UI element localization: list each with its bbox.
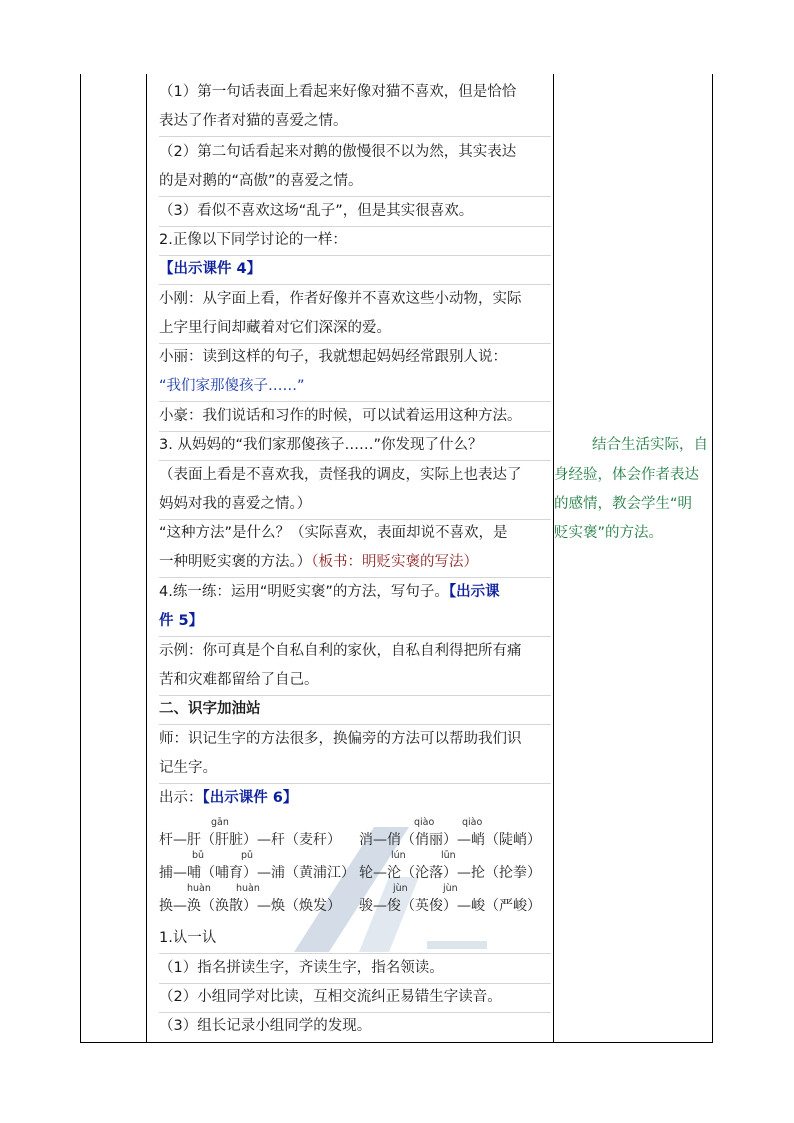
side-note-line: 身经验，体会作者表达 [554,467,699,483]
pinyin: jùn [393,883,408,894]
char-group: 消—俏（俏丽）—峭（陡峭） [359,832,541,848]
pinyin: jùn [443,883,458,894]
text-line: 上字里行间却藏着对它们深深的爱。 [159,314,551,344]
section-heading: 二、识字加油站 [159,695,551,725]
table-border-bottom [80,1042,713,1043]
text-line: （2）第二句话看起来对鹅的傲慢很不以为然，其实表达 [159,144,517,160]
text-line: 记生字。 [159,754,551,784]
text-line: （2）小组同学对比读，互相交流纠正易错生字读音。 [159,983,551,1013]
text-line: 小豪：我们说话和习作的时候，可以试着运用这种方法。 [159,402,551,432]
text-line: 的是对鹅的“高傲”的喜爱之情。 [159,167,551,197]
pinyin: qiào [462,817,483,828]
text-line: 示例：你可真是个自私自利的家伙，自私自利得把所有痛 [159,643,522,659]
text-span: 4.练一练：运用“明贬实褒”的方法，写句子。 [159,584,449,600]
question-line: 3. 从妈妈的“我们家那傻孩子……”你发现了什么？ [159,431,551,461]
text-line: （3）看似不喜欢这场“乱子”，但是其实很喜欢。 [159,197,551,227]
text-line: （表面上看是不喜欢我，责怪我的调皮，实际上也表达了 [159,467,522,483]
pinyin: huàn [187,883,211,894]
char-group: 骏—俊（英俊）—峻（严峻） [359,898,541,914]
pinyin: pǔ [241,850,254,861]
char-group: 杆—肝（肝脏）—秆（麦秆） [159,832,341,848]
text-line: （1）指名拼读生字，齐读生字，指名领读。 [159,954,551,984]
pinyin: huàn [236,883,260,894]
text-line: 2.正像以下同学讨论的一样： [159,226,551,256]
side-note-line: 的感情，教会学生“明 [554,496,693,512]
text-line: 小刚：从字面上看，作者好像并不喜欢这些小动物，实际 [159,291,522,307]
text-line: 表达了作者对猫的喜爱之情。 [159,107,551,137]
table-divider-1 [146,74,147,1043]
pinyin: qiào [414,817,435,828]
table-divider-2 [553,74,554,1043]
text-line: （1）第一句话表面上看起来好像对猫不喜欢，但是恰恰 [159,84,517,100]
pinyin: lūn [441,850,456,861]
text-line: 苦和灾难都留给了自己。 [159,666,551,696]
quote-line: “我们家那傻孩子……” [159,372,551,402]
side-note-line: 贬实褒”的方法。 [554,525,664,541]
pinyin: lún [391,850,406,861]
courseware-label: 【出示课件 6】 [202,790,298,806]
lesson-table [80,74,713,1043]
text-line: “这种方法”是什么？（实际喜欢，表面却说不喜欢，是 [159,525,508,541]
text-line: 师：识记生字的方法很多，换偏旁的方法可以帮助我们识 [159,731,522,747]
text-line: 1.认一认 [159,924,551,954]
text-span: 出示： [159,790,203,806]
courseware-label: 【出示课 [448,584,500,600]
char-group: 轮—沦（沦落）—抡（抡拳） [359,865,541,881]
courseware-label: 【出示课件 4】 [159,255,551,285]
char-group: 捕—哺（哺育）—浦（黄浦江） [159,865,355,881]
table-border-left [80,74,81,1043]
text-line: （3）组长记录小组同学的发现。 [159,1018,372,1034]
text-line [159,548,551,578]
text-line: 小丽：读到这样的句子，我就想起妈妈经常跟别人说： [159,349,507,365]
pinyin: gān [211,817,229,828]
text-line [159,784,551,813]
text-line: 妈妈对我的喜爱之情。） [159,490,551,520]
char-group: 换—涣（涣散）—焕（焕发） [159,898,341,914]
text-span: 一种明贬实褒的方法。） [159,554,312,570]
side-note-line: 结合生活实际，自 [592,437,708,453]
pinyin: bǔ [192,850,205,861]
board-note: （板书：明贬实褒的写法） [311,554,478,570]
courseware-label: 件 5】 [159,607,551,637]
table-border-right [712,74,713,1043]
text-line [159,578,551,607]
